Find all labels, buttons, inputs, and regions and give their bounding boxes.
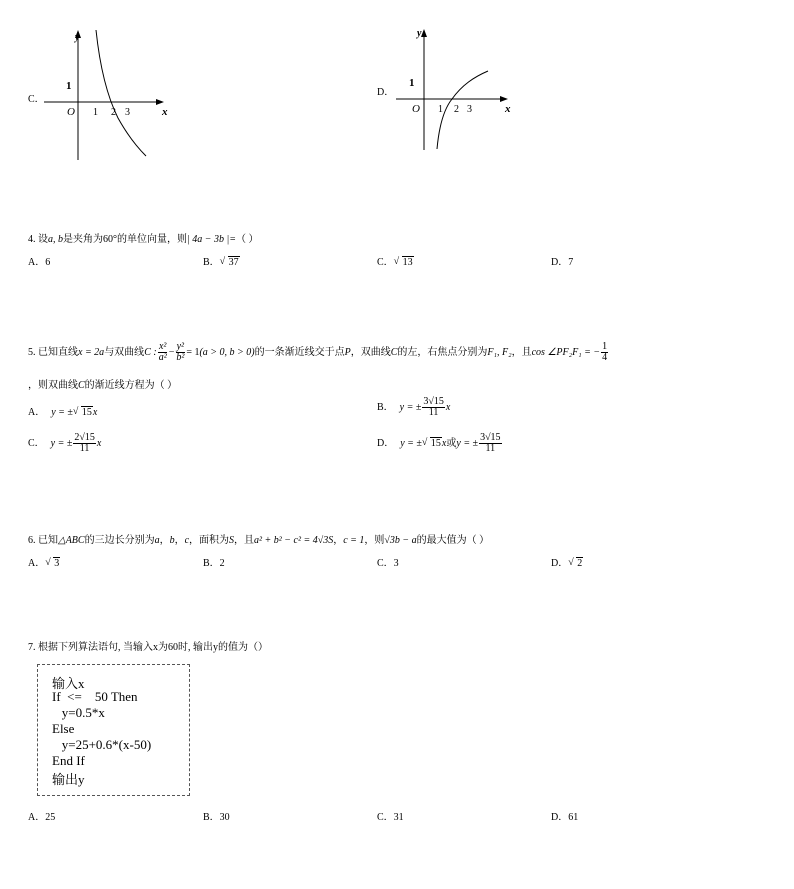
q5-option-c-num: 2√15 bbox=[74, 432, 95, 443]
q4-option-b-radicand: 37 bbox=[228, 257, 239, 268]
q6-option-b: B．2 bbox=[203, 558, 225, 569]
q5-option-c-expr: y = ± bbox=[50, 437, 73, 449]
q4-option-a: A．6 bbox=[28, 257, 51, 268]
q5-option-d bbox=[377, 433, 503, 454]
q5-line2-a: ，则双曲线 bbox=[28, 380, 78, 391]
q7-option-b: B．30 bbox=[203, 812, 230, 823]
q4-prefix: 4. 设 bbox=[28, 234, 48, 245]
q5-option-a-radicand: 15 bbox=[81, 407, 92, 418]
q5-frac-y-num: y² bbox=[176, 341, 185, 353]
q4-option-b-label: B． bbox=[203, 257, 220, 268]
q6-c: c bbox=[184, 535, 190, 546]
graph-c-x-tick-1: 1 bbox=[93, 107, 98, 118]
q5-t5: ，且 bbox=[511, 347, 532, 358]
q5-option-d-num: 3√15 bbox=[480, 432, 501, 443]
graph-c-x-tick-2: 2 bbox=[111, 107, 116, 118]
q5-option-d-end1: x bbox=[441, 437, 447, 449]
algorithm-code-box bbox=[37, 664, 190, 796]
q5-option-d-label: D． bbox=[377, 437, 395, 449]
graph-d-x-tick-3: 3 bbox=[467, 104, 472, 115]
q5-hyp-rest: = 1 bbox=[186, 347, 200, 358]
q6-t1: 的三边长分别为 bbox=[84, 535, 155, 546]
graph-c-y-label: y bbox=[75, 32, 80, 43]
graph-d bbox=[392, 27, 522, 152]
q5-option-d-expr1: y = ± bbox=[400, 437, 422, 449]
q5-option-b-num: 3√15 bbox=[423, 396, 444, 407]
q5-line2-c: C bbox=[78, 380, 85, 391]
graph-c-x-label: x bbox=[162, 106, 168, 118]
q4-option-c-label: C． bbox=[377, 257, 394, 268]
q6-option-d-label: D． bbox=[551, 558, 569, 569]
q6-sep2: ， bbox=[174, 535, 185, 546]
q6-b: b bbox=[169, 535, 175, 546]
q4-vectors: a, b bbox=[48, 234, 63, 245]
graph-c-origin-label: O bbox=[67, 106, 75, 118]
q5-option-c-end: x bbox=[96, 437, 102, 449]
graph-c-x-tick-3: 3 bbox=[125, 107, 130, 118]
q5-hyp-name: C : bbox=[144, 347, 157, 358]
q6-eq: a² + b² − c² = 4√3S bbox=[254, 535, 334, 546]
question-5-stem-line2 bbox=[28, 376, 177, 391]
option-c-label: C． bbox=[28, 94, 45, 105]
q4-middle2: 的单位向量，则 bbox=[117, 234, 187, 245]
q4-middle: 是夹角为 bbox=[63, 234, 103, 245]
q6-option-a-label: A． bbox=[28, 558, 46, 569]
q5-t3: ，双曲线 bbox=[350, 347, 391, 358]
option-d-label: D． bbox=[377, 87, 395, 98]
q4-expr: | 4a − 3b |= bbox=[187, 234, 236, 245]
code-line: If <= 50 Then bbox=[52, 689, 138, 704]
q6-t4: ， bbox=[333, 535, 344, 546]
q5-option-c-den: 11 bbox=[79, 443, 90, 454]
q5-option-d-radicand: 15 bbox=[430, 437, 441, 449]
graph-d-x-tick-2: 2 bbox=[454, 104, 459, 115]
q5-frac-y bbox=[175, 342, 185, 363]
q5-t1: 与双曲线 bbox=[104, 347, 145, 358]
graph-d-y-tick: 1 bbox=[409, 77, 415, 89]
q5-frac-quarter-num: 1 bbox=[602, 341, 608, 353]
q7-option-d: D．61 bbox=[551, 812, 579, 823]
graph-c bbox=[40, 28, 180, 163]
q6-a: a bbox=[154, 535, 160, 546]
question-5-stem bbox=[28, 340, 609, 366]
q6-option-c: C．3 bbox=[377, 558, 399, 569]
q5-option-a-end: x bbox=[92, 407, 98, 418]
q5-option-b-label: B． bbox=[377, 401, 394, 413]
q6-c1: c = 1 bbox=[343, 535, 365, 546]
code-line: 输入x bbox=[52, 676, 85, 691]
q6-option-a bbox=[28, 554, 60, 569]
q5-option-b-expr: y = ± bbox=[399, 401, 422, 413]
q5-frac-quarter-den: 4 bbox=[602, 352, 608, 364]
q6-tri: △ABC bbox=[58, 535, 85, 546]
code-line: End If bbox=[52, 753, 85, 768]
q6-sep1: ， bbox=[159, 535, 170, 546]
q5-option-a bbox=[28, 403, 97, 418]
q6-option-d bbox=[551, 554, 583, 569]
q5-frac-quarter bbox=[601, 342, 608, 363]
q5-option-b-end: x bbox=[445, 401, 451, 413]
q5-c: C bbox=[390, 347, 398, 358]
q6-option-d-radicand: 2 bbox=[577, 558, 583, 569]
q5-frac-x-den: a² bbox=[158, 352, 167, 364]
q5-option-b bbox=[377, 397, 450, 418]
q5-foci: F₁, F₂ bbox=[487, 347, 512, 358]
code-line: Else bbox=[52, 721, 75, 736]
q5-prefix: 5. 已知直线 bbox=[28, 347, 78, 358]
graph-d-y-label: y bbox=[417, 28, 422, 39]
q7-option-a: A．25 bbox=[28, 812, 56, 823]
graph-c-y-tick: 1 bbox=[66, 80, 72, 92]
q4-option-d: D．7 bbox=[551, 257, 574, 268]
q6-t2: ，面积为 bbox=[189, 535, 230, 546]
q4-option-c-radicand: 13 bbox=[402, 257, 413, 268]
q7-option-c: C．31 bbox=[377, 812, 404, 823]
q5-option-b-den: 11 bbox=[428, 407, 439, 418]
question-4-stem bbox=[28, 230, 259, 245]
q5-frac-y-den: b² bbox=[176, 352, 185, 364]
q6-t5: ，则 bbox=[364, 535, 385, 546]
q5-line2-b: 的渐近线方程为（ ） bbox=[84, 380, 178, 391]
q6-t6: 的最大值为（ ） bbox=[416, 535, 490, 546]
graph-d-origin-label: O bbox=[412, 103, 420, 115]
question-7-stem: 7. 根据下列算法语句, 当输入x为60时, 输出y的值为（） bbox=[28, 642, 268, 653]
q6-prefix: 6. 已知 bbox=[28, 535, 58, 546]
q5-option-c bbox=[28, 433, 101, 454]
q5-option-a-expr: y = ± bbox=[51, 407, 73, 418]
q5-frac-x bbox=[158, 342, 168, 363]
question-6-stem bbox=[28, 531, 489, 546]
q4-angle: 60° bbox=[103, 234, 117, 245]
q6-t3: ，且 bbox=[234, 535, 255, 546]
code-line: y=0.5*x bbox=[52, 705, 105, 720]
graph-d-x-label: x bbox=[505, 103, 511, 115]
q4-option-c bbox=[377, 253, 414, 268]
q5-cos-expr: cos ∠PF₂F₁ = − bbox=[531, 347, 601, 358]
q5-frac-x-num: x² bbox=[158, 341, 167, 353]
q5-minus: − bbox=[168, 347, 175, 358]
q5-option-a-label: A． bbox=[28, 407, 46, 418]
q5-t2: 的一条渐近线交于点 bbox=[254, 347, 345, 358]
q6-s: S bbox=[229, 535, 235, 546]
code-line: y=25+0.6*(x-50) bbox=[52, 737, 152, 752]
q5-line-eq: x = 2a bbox=[78, 347, 105, 358]
q6-expr: √3b − a bbox=[384, 535, 417, 546]
q4-option-b bbox=[203, 253, 240, 268]
q5-option-c-label: C． bbox=[28, 437, 45, 449]
graph-d-x-tick-1: 1 bbox=[438, 104, 443, 115]
q5-t4: 的左，右焦点分别为 bbox=[397, 347, 488, 358]
q5-cond: (a > 0, b > 0) bbox=[199, 347, 255, 358]
q5-option-d-den: 11 bbox=[485, 443, 496, 454]
q5-option-d-expr2: y = ± bbox=[456, 437, 479, 449]
q6-option-a-radicand: 3 bbox=[54, 558, 60, 569]
code-line: 输出y bbox=[52, 772, 85, 787]
q5-point: P bbox=[344, 347, 351, 358]
q5-option-d-or: 或 bbox=[446, 437, 457, 449]
q4-suffix: （ ） bbox=[236, 234, 259, 245]
